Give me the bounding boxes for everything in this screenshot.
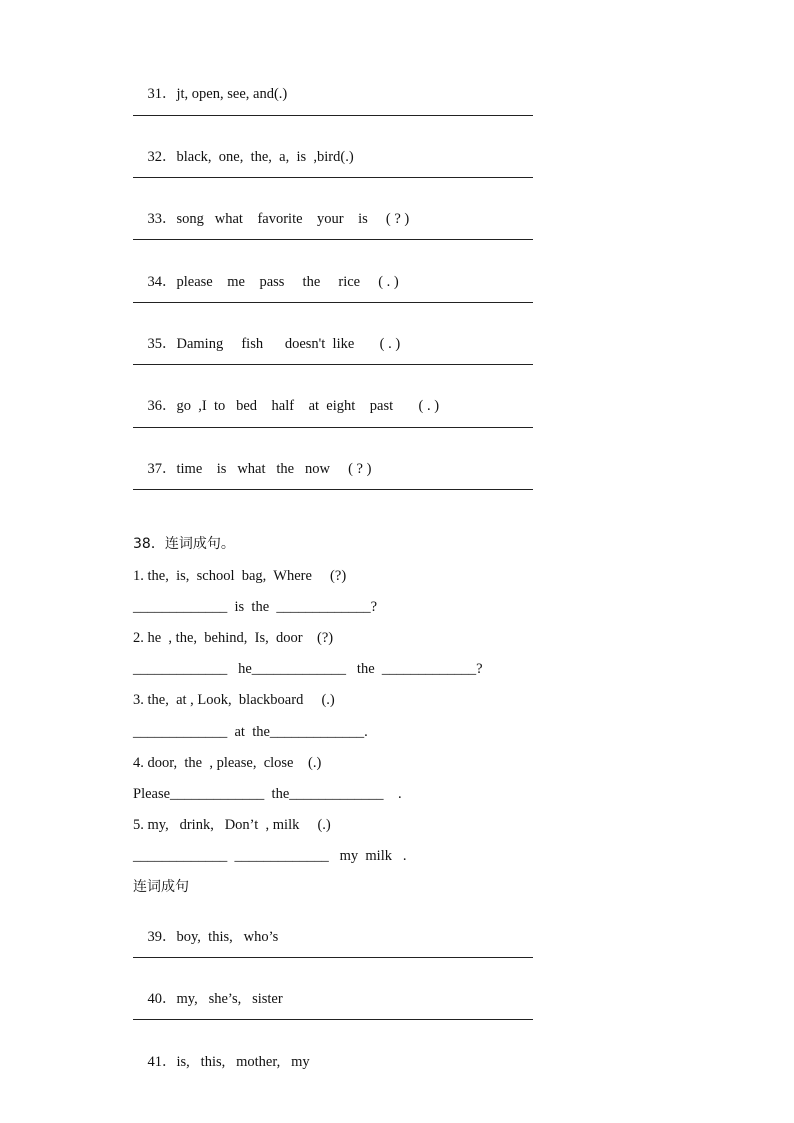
sub-question-blank-line[interactable]: _____________ at the_____________. xyxy=(133,724,368,740)
question-words: Daming fish doesn't like ( . ) xyxy=(176,336,401,352)
question-number: 41． xyxy=(147,1054,177,1070)
question-words: jt, open, see, and(.) xyxy=(176,86,288,102)
sub-question-blank-line[interactable]: _____________ _____________ my milk . xyxy=(133,848,407,864)
section-heading: 连词成句 xyxy=(133,879,189,895)
question-36 xyxy=(133,379,439,433)
answer-line[interactable] xyxy=(133,115,533,116)
question-35 xyxy=(133,317,400,371)
question-40 xyxy=(133,972,283,1026)
sub-question-prompt: 3. the, at , Look, blackboard (.) xyxy=(133,692,335,708)
question-number: 34． xyxy=(147,274,177,290)
question-number: 40． xyxy=(147,991,177,1007)
sub-question-prompt: 1. the, is, school bag, Where (?) xyxy=(133,568,347,584)
question-41 xyxy=(133,1035,310,1089)
question-words: time is what the now ( ? ) xyxy=(176,461,372,477)
question-39 xyxy=(133,910,278,964)
question-32 xyxy=(133,130,354,184)
answer-line[interactable] xyxy=(133,489,533,490)
answer-line[interactable] xyxy=(133,364,533,365)
sub-question-prompt: 5. my, drink, Don’t , milk (.) xyxy=(133,817,331,833)
question-words: song what favorite your is ( ? ) xyxy=(176,211,410,227)
sub-question-prompt: 4. door, the , please, close (.) xyxy=(133,755,322,771)
sub-question-blank-line[interactable]: _____________ he_____________ the _____________? xyxy=(133,661,483,677)
question-number: 32． xyxy=(147,149,177,165)
question-number: 35． xyxy=(147,336,177,352)
question-number: 33． xyxy=(147,211,177,227)
section-heading: 38．连词成句。 xyxy=(133,536,235,552)
answer-line[interactable] xyxy=(133,239,533,240)
question-31 xyxy=(133,67,287,121)
sub-question-prompt: 2. he , the, behind, Is, door (?) xyxy=(133,630,334,646)
question-words: go ,I to bed half at eight past ( . ) xyxy=(176,398,440,414)
question-37 xyxy=(133,442,371,496)
question-words: my, she’s, sister xyxy=(176,991,283,1007)
question-words: boy, this, who’s xyxy=(176,929,279,945)
question-words: is, this, mother, my xyxy=(176,1054,310,1070)
sub-question-blank-line[interactable]: Please_____________ the_____________ . xyxy=(133,786,402,802)
sub-question-blank-line[interactable]: _____________ is the _____________? xyxy=(133,599,378,615)
question-number: 36． xyxy=(147,398,177,414)
answer-line[interactable] xyxy=(133,1019,533,1020)
answer-line[interactable] xyxy=(133,957,533,958)
question-34 xyxy=(133,255,399,309)
answer-line[interactable] xyxy=(133,302,533,303)
answer-line[interactable] xyxy=(133,177,533,178)
question-number: 39． xyxy=(147,929,177,945)
question-words: please me pass the rice ( . ) xyxy=(176,274,399,290)
question-number: 31． xyxy=(147,86,177,102)
question-number: 37． xyxy=(147,461,177,477)
answer-line[interactable] xyxy=(133,427,533,428)
question-33 xyxy=(133,192,409,246)
question-words: black, one, the, a, is ,bird(.) xyxy=(176,149,354,165)
